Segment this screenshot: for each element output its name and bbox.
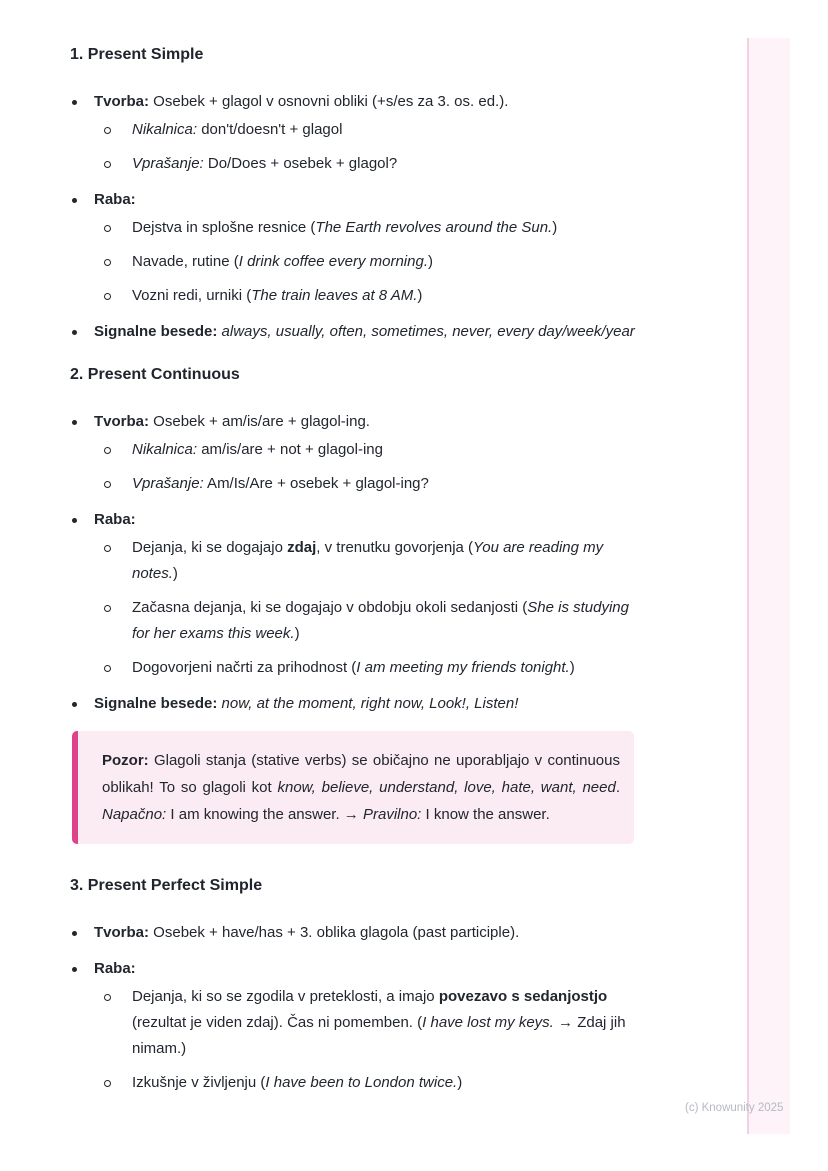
circle-bullet-icon [104, 655, 132, 681]
disc-bullet-icon [70, 89, 94, 177]
list-item [104, 283, 635, 309]
disc-bullet-icon [70, 956, 94, 1096]
list-item-text: Nikalnica: don't/doesn't + glagol [132, 121, 343, 138]
list-item [70, 187, 635, 309]
circle-bullet-icon [104, 471, 132, 497]
list-item-text: Izkušnje v življenju (I have been to London twice.) [132, 1074, 463, 1091]
list-item-text: Signalne besede: always, usually, often, sometimes, never, every day/week/year [94, 323, 635, 340]
circle-bullet-icon [104, 151, 132, 177]
circle-bullet-icon [104, 535, 132, 587]
warning-callout [72, 731, 634, 844]
list-item-text: Vozni redi, urniki (The train leaves at 8 AM.) [132, 287, 423, 304]
list-item [70, 89, 635, 177]
section-heading-present-perfect-simple: 3. Present Perfect Simple [70, 877, 263, 894]
list-item [104, 471, 635, 497]
warning-callout-text: Pozor: Glagoli stanja (stative verbs) se običajno ne uporabljajo v continuous oblikah! To so glagoli kot know, believe, understand, love, hate, want, need. Napačno: I am knowing the answer. → Pravilno: I know the answer. [102, 752, 620, 823]
list-item [104, 215, 635, 241]
circle-bullet-icon [104, 117, 132, 143]
list-item-text: Raba: [94, 191, 136, 208]
list-item [104, 595, 635, 647]
list-item [104, 249, 635, 275]
list-item-text: Raba: [94, 511, 136, 528]
list-item-text: Dejanja, ki so se zgodila v preteklosti, a imajo povezavo s sedanjostjo (rezultat je viden zdaj). Čas ni pomemben. (I have lost my keys. → Zdaj jih nimam.) [132, 988, 626, 1057]
list-item-text: Tvorba: Osebek + am/is/are + glagol-ing. [94, 413, 370, 430]
list-item [104, 984, 635, 1062]
list-item [104, 437, 635, 463]
disc-bullet-icon [70, 691, 94, 717]
disc-bullet-icon [70, 920, 94, 946]
disc-bullet-icon [70, 187, 94, 309]
list-item-text: Začasna dejanja, ki se dogajajo v obdobju okoli sedanjosti (She is studying for her exams this week.) [132, 599, 629, 642]
list-item-text: Vprašanje: Do/Does + osebek + glagol? [132, 155, 398, 172]
disc-bullet-icon [70, 319, 94, 345]
list-item [104, 1070, 635, 1096]
disc-bullet-icon [70, 409, 94, 497]
list-item [70, 691, 635, 717]
list-item-text: Raba: [94, 960, 136, 977]
section-heading-present-simple: 1. Present Simple [70, 46, 204, 63]
list-item-text: Dogovorjeni načrti za prihodnost (I am meeting my friends tonight.) [132, 659, 575, 676]
list-item [70, 409, 635, 497]
circle-bullet-icon [104, 595, 132, 647]
list-item [70, 319, 635, 345]
list-item-text: Tvorba: Osebek + have/has + 3. oblika glagola (past participle). [94, 924, 520, 941]
circle-bullet-icon [104, 215, 132, 241]
list-item [104, 535, 635, 587]
list-item [104, 117, 635, 143]
list-item-text: Dejstva in splošne resnice (The Earth revolves around the Sun.) [132, 219, 558, 236]
section-heading-present-continuous: 2. Present Continuous [70, 366, 240, 383]
copyright-watermark: (c) Knowunity 2025 [685, 1102, 784, 1114]
circle-bullet-icon [104, 984, 132, 1062]
list-item-text: Signalne besede: now, at the moment, right now, Look!, Listen! [94, 695, 519, 712]
disc-bullet-icon [70, 507, 94, 681]
list-item-text: Tvorba: Osebek + glagol v osnovni obliki (+s/es za 3. os. ed.). [94, 93, 509, 110]
list-item-text: Nikalnica: am/is/are + not + glagol-ing [132, 441, 383, 458]
list-item [104, 151, 635, 177]
list-item [70, 956, 635, 1096]
circle-bullet-icon [104, 283, 132, 309]
list-item-text: Vprašanje: Am/Is/Are + osebek + glagol-ing? [132, 475, 429, 492]
list-item [70, 507, 635, 681]
list-item-text: Navade, rutine (I drink coffee every morning.) [132, 253, 433, 270]
list-item-text: Dejanja, ki se dogajajo zdaj, v trenutku govorjenja (You are reading my notes.) [132, 539, 604, 582]
page-edge-strip [747, 38, 790, 1134]
list-item [70, 920, 635, 946]
circle-bullet-icon [104, 1070, 132, 1096]
circle-bullet-icon [104, 437, 132, 463]
circle-bullet-icon [104, 249, 132, 275]
list-item [104, 655, 635, 681]
